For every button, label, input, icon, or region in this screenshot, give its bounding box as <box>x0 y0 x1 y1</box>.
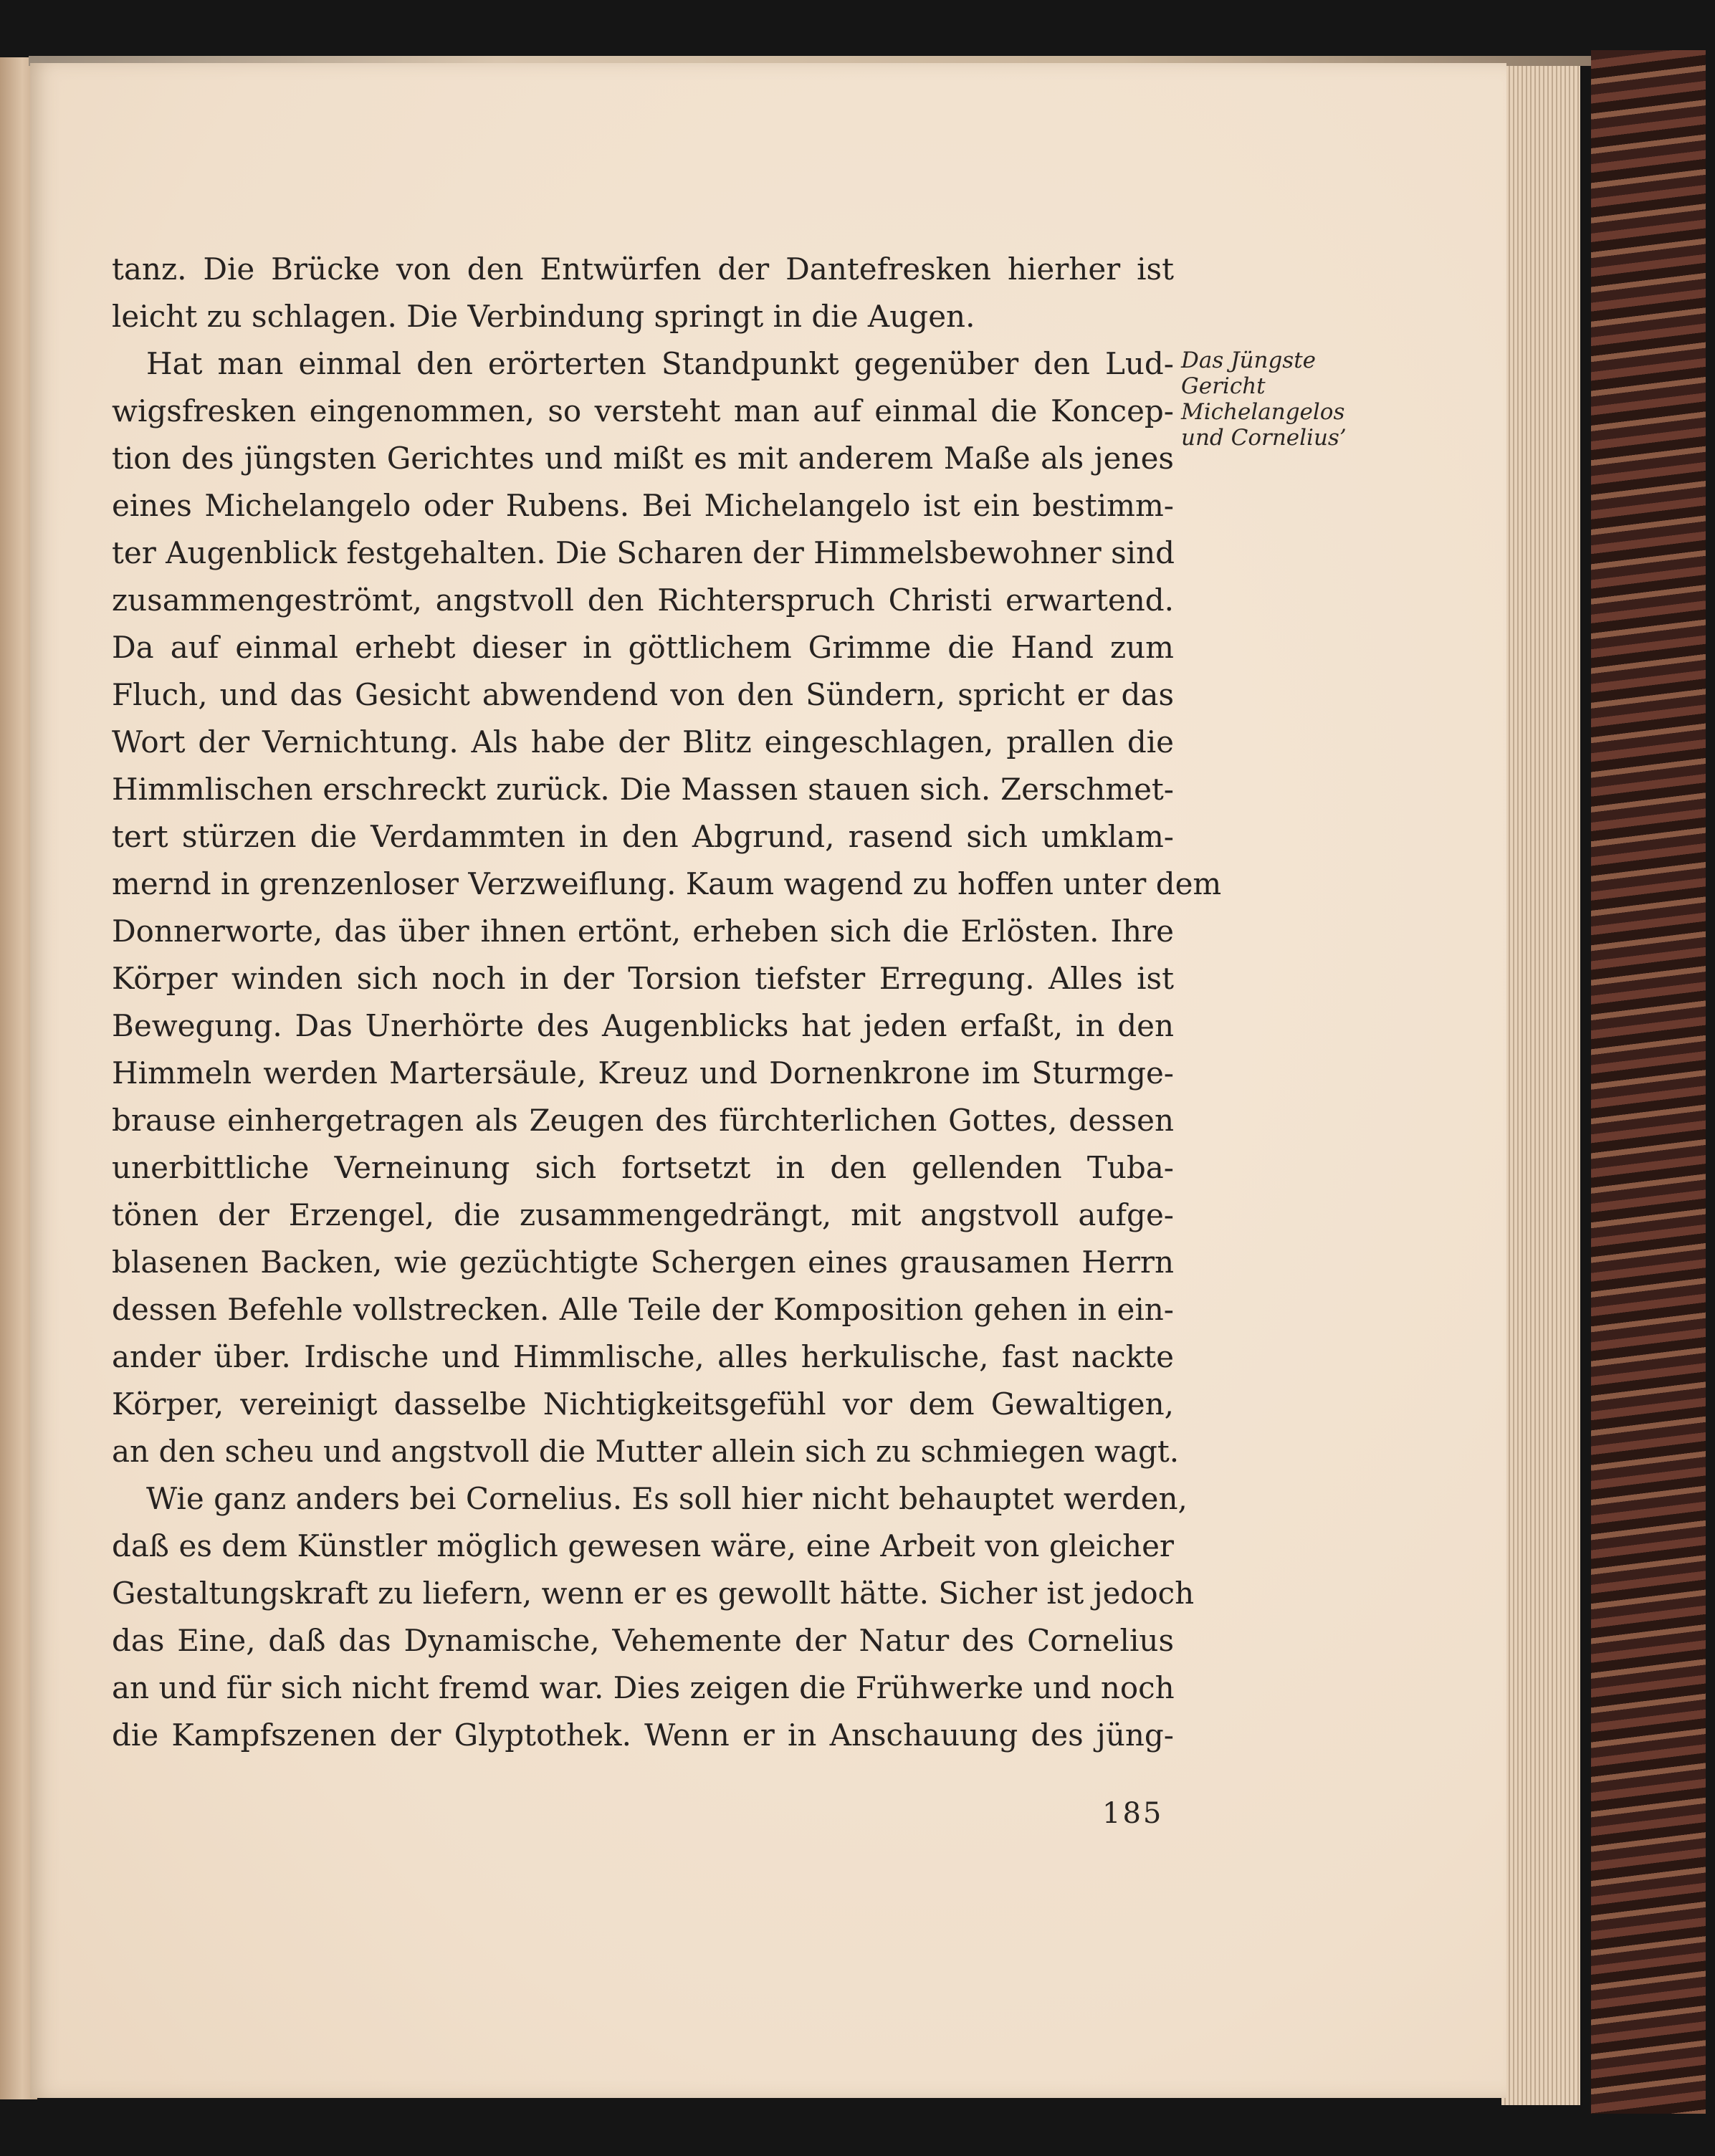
text-line: wigsfresken eingenommen, so versteht man auf einmal die Koncep- <box>112 393 1174 428</box>
marginal-note <box>1181 348 1367 451</box>
text-line: Bewegung. Das Unerhörte des Augenblicks hat jeden erfaßt, in den <box>112 1008 1174 1043</box>
marginal-note-line: und Cornelius’ <box>1181 425 1347 451</box>
text-line: ter Augenblick festgehalten. Die Scharen der Himmelsbewohner sind <box>112 535 1175 570</box>
text-line: Hat man einmal den erörterten Standpunkt gegenüber den Lud- <box>146 346 1174 381</box>
text-line: eines Michelangelo oder Rubens. Bei Michelangelo ist ein bestimm- <box>112 488 1174 523</box>
text-line: daß es dem Künstler möglich gewesen wäre, eine Arbeit von gleicher <box>112 1528 1174 1563</box>
text-line: tanz. Die Brücke von den Entwürfen der Dantefresken hierher ist <box>112 251 1174 287</box>
text-line: brause einhergetragen als Zeugen des fürchterlichen Gottes, dessen <box>112 1103 1174 1138</box>
text-line: tönen der Erzengel, die zusammengedrängt, mit angstvoll aufge- <box>112 1197 1174 1232</box>
text-line: zusammengeströmt, angstvoll den Richterspruch Christi erwartend. <box>112 583 1174 618</box>
text-line: Wort der Vernichtung. Als habe der Blitz eingeschlagen, prallen die <box>112 724 1174 760</box>
text-line: ander über. Irdische und Himmlische, alles herkulische, fast nackte <box>112 1339 1174 1374</box>
text-line: dessen Befehle vollstrecken. Alle Teile der Komposition gehen in ein- <box>112 1292 1174 1327</box>
text-line: Himmeln werden Martersäule, Kreuz und Dornenkrone im Sturmge- <box>112 1055 1174 1091</box>
marginal-note-line: Michelangelos <box>1181 399 1345 425</box>
text-line: blasenen Backen, wie gezüchtigte Schergen eines grausamen Herrn <box>112 1245 1174 1280</box>
body-text <box>112 246 1222 1759</box>
text-line: an den scheu und angstvoll die Mutter allein sich zu schmiegen wagt. <box>112 1434 1180 1469</box>
text-line: Körper, vereinigt dasselbe Nichtigkeitsgefühl vor dem Gewaltigen, <box>112 1386 1174 1422</box>
text-line: an und für sich nicht fremd war. Dies zeigen die Frühwerke und noch <box>112 1670 1175 1705</box>
text-line: unerbittliche Verneinung sich fortsetzt in den gellenden Tuba- <box>112 1150 1174 1185</box>
text-line: Fluch, und das Gesicht abwendend von den Sündern, spricht er das <box>112 677 1174 712</box>
page-number: 185 <box>1102 1797 1164 1830</box>
marginal-note-line: Das Jüngste <box>1181 348 1317 373</box>
page-stack-edge <box>1501 56 1580 2105</box>
text-line: leicht zu schlagen. Die Verbindung springt in die Augen. <box>112 299 975 334</box>
text-line: mernd in grenzenloser Verzweiflung. Kaum wagend zu hoffen unter dem <box>112 866 1222 901</box>
text-line: Körper winden sich noch in der Torsion tiefster Erregung. Alles ist <box>112 961 1174 996</box>
text-line: das Eine, daß das Dynamische, Vehemente der Natur des Cornelius <box>112 1623 1174 1658</box>
text-line: die Kampfszenen der Glyptothek. Wenn er in Anschauung des jüng- <box>112 1717 1174 1753</box>
text-line: Gestaltungskraft zu liefern, wenn er es gewollt hätte. Sicher ist jedoch <box>112 1576 1195 1611</box>
text-line: Da auf einmal erhebt dieser in göttlichem Grimme die Hand zum <box>112 630 1174 665</box>
text-line: tion des jüngsten Gerichtes und mißt es mit anderem Maße als jenes <box>112 441 1174 476</box>
text-line: Donnerworte, das über ihnen ertönt, erheben sich die Erlösten. Ihre <box>112 914 1174 949</box>
text-line: tert stürzen die Verdammten in den Abgrund, rasend sich umklam- <box>112 819 1174 854</box>
text-line: Wie ganz anders bei Cornelius. Es soll hier nicht behauptet werden, <box>146 1481 1188 1516</box>
text-line: Himmlischen erschreckt zurück. Die Massen stauen sich. Zerschmet- <box>112 772 1174 807</box>
marginal-note-line: Gericht <box>1181 373 1266 399</box>
book-cover-edge <box>1591 50 1706 2114</box>
